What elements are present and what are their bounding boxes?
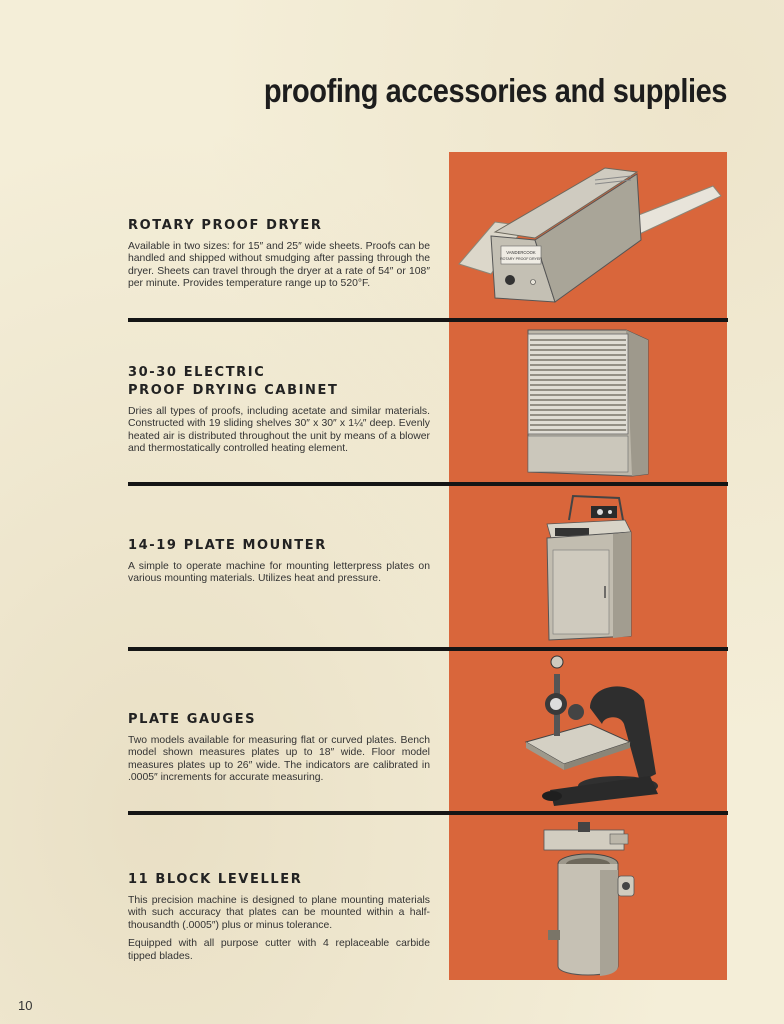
product-description: This precision machine is designed to plane mounting materials with such accuracy that plates can be mounted within a half-thousandth (.0005″) plus or minus tolerance. [128,895,430,931]
product-heading: 11 BLOCK LEVELLER [128,872,303,887]
product-plate-mounter [128,537,430,586]
page-number: 10 [18,998,33,1013]
product-heading-line1: 30-30 ELECTRIC [128,365,266,380]
section-divider [128,318,728,322]
section-divider [128,811,728,815]
rotary-proof-dryer-photo [455,162,723,310]
product-plate-gauges [128,711,430,785]
product-description: Dries all types of proofs, including acetate and similar materials. Constructed with 19 sliding shelves 30″ x 30″ x 1¼″ deep. Evenly heated air is distributed throughout the unit by means of a blower and thermostatically controlled heating element. [128,406,430,455]
product-description-extra: Equipped with all purpose cutter with 4 replaceable carbide tipped blades. [128,938,430,962]
block-leveller-photo [540,820,640,978]
product-description: Available in two sizes: for 15″ and 25″ wide sheets. Proofs can be handled and shipped without smudging after passing through the dryer. Sheets can travel through the dryer at a rate of 54″ or 108″ per minute. Provides temperature range up to 520°F. [128,241,430,290]
product-heading-line2: PROOF DRYING CABINET [128,383,339,398]
product-rotary-proof-dryer [128,217,430,291]
product-heading: ROTARY PROOF DRYER [128,218,323,233]
section-divider [128,482,728,486]
product-proof-drying-cabinet [128,364,430,456]
product-description: Two models available for measuring flat or curved plates. Bench model shown measures plates up to 18″ wide. Floor model measures plates up to 26″ wide. The indicators are calibrated in .0005″ increments for accurate measuring. [128,735,430,784]
page-title: proofing accessories and supplies [263,72,727,110]
product-heading: PLATE GAUGES [128,712,257,727]
product-heading: 14-19 PLATE MOUNTER [128,538,327,553]
section-divider [128,647,728,651]
dryer-nameplate-brand: VANDERCOOK [506,250,536,255]
product-block-leveller [128,871,430,963]
plate-mounter-photo [543,494,635,642]
drying-cabinet-photo [522,326,652,478]
product-description: A simple to operate machine for mounting letterpress plates on various mounting materials. Utilizes heat and pressure. [128,561,430,585]
dryer-nameplate-model: ROTARY PROOF DRYER [500,257,542,261]
plate-gauge-photo [520,654,662,808]
